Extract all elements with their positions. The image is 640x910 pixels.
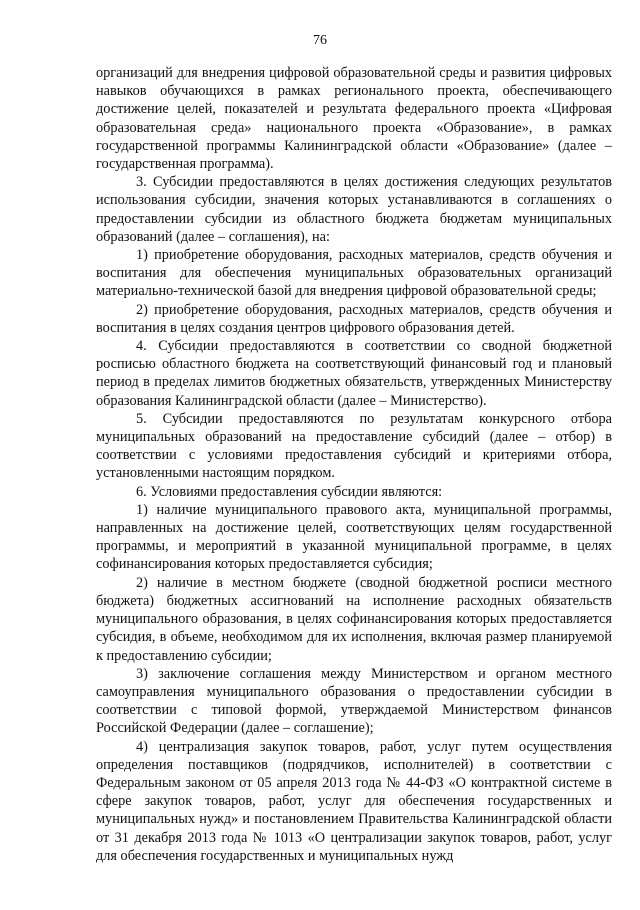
paragraph-item-5: 5. Субсидии предоставляются по результатам конкурсного отбора муниципальных образований на предоставление субсидий (далее – отбор) в соответствии с условиями предоставления субсидий и критериями отбора, установленными настоящим порядком. bbox=[96, 410, 612, 482]
paragraph-item-3: 3. Субсидии предоставляются в целях достижения следующих результатов использования субсидии, значения которых устанавливаются в соглашениях о предоставлении субсидии из областного бюджета бюджетам муниципальных образований (далее – соглашения), на: bbox=[96, 174, 612, 245]
paragraph-item-6: 6. Условиями предоставления субсидии являются: bbox=[136, 483, 443, 500]
paragraph-subitem-3-1: 1) приобретение оборудования, расходных материалов, средств обучения и воспитания для обеспечения муниципальных образовательных организаций материально-технической базой для внедрения цифровой образовательной среды; bbox=[96, 247, 612, 300]
paragraph-item-4: 4. Субсидии предоставляются в соответствии со сводной бюджетной росписью областного бюджета на соответствующий финансовый год и плановый период в пределах лимитов бюджетных обязательств, утвержденных Министерству образования Калининградской области (далее – Министерство). bbox=[96, 338, 612, 409]
document-body bbox=[96, 64, 612, 865]
paragraph-continuation: организаций для внедрения цифровой образовательной среды и развития цифровых навыков обучающихся в рамках регионального проекта, обеспечивающего достижение целей, показателей и результата федерального проекта «Цифровая образовательная среда» национального проекта «Образование», в рамках государственной программы Калининградской области «Образование» (далее – государственная программа). bbox=[96, 65, 612, 173]
paragraph-subitem-6-3: 3) заключение соглашения между Министерством и органом местного самоуправления муниципального образования о предоставлении субсидии в соответствии с типовой формой, утверждаемой Министерством финансов Российской Федерации (далее – соглашение); bbox=[96, 665, 612, 737]
paragraph-subitem-6-4: 4) централизация закупок товаров, работ, услуг путем осуществления определения поставщиков (подрядчиков, исполнителей) в соответствии с Федеральным законом от 05 апреля 2013 года № 44-ФЗ «О контрактной системе в сфере закупок товаров, работ, услуг для обеспечения государственных и муниципальных нужд» и постановлением Правительства Калининградской области от 31 декабря 2013 года № 1013 «О централизации закупок товаров, работ, услуг для обеспечения государственных и муниципальных нужд bbox=[96, 738, 612, 864]
page-number: 76 bbox=[313, 33, 327, 48]
paragraph-subitem-6-2: 2) наличие в местном бюджете (сводной бюджетной росписи местного бюджета) бюджетных ассигнований на исполнение расходных обязательств муниципального образования, в целях софинансирования которых предоставляется субсидия, в объеме, необходимом для их исполнения, включая размер планируемой к предоставлению субсидии; bbox=[96, 574, 612, 664]
paragraph-subitem-3-2: 2) приобретение оборудования, расходных материалов, средств обучения и воспитания в целях создания центров цифрового образования детей. bbox=[96, 301, 612, 336]
paragraph-subitem-6-1: 1) наличие муниципального правового акта, муниципальной программы, направленных на достижение целей, соответствующих целям государственной программы, и мероприятий в указанной муниципальной программе, в целях софинансирования которых предоставляется субсидия; bbox=[96, 501, 612, 573]
